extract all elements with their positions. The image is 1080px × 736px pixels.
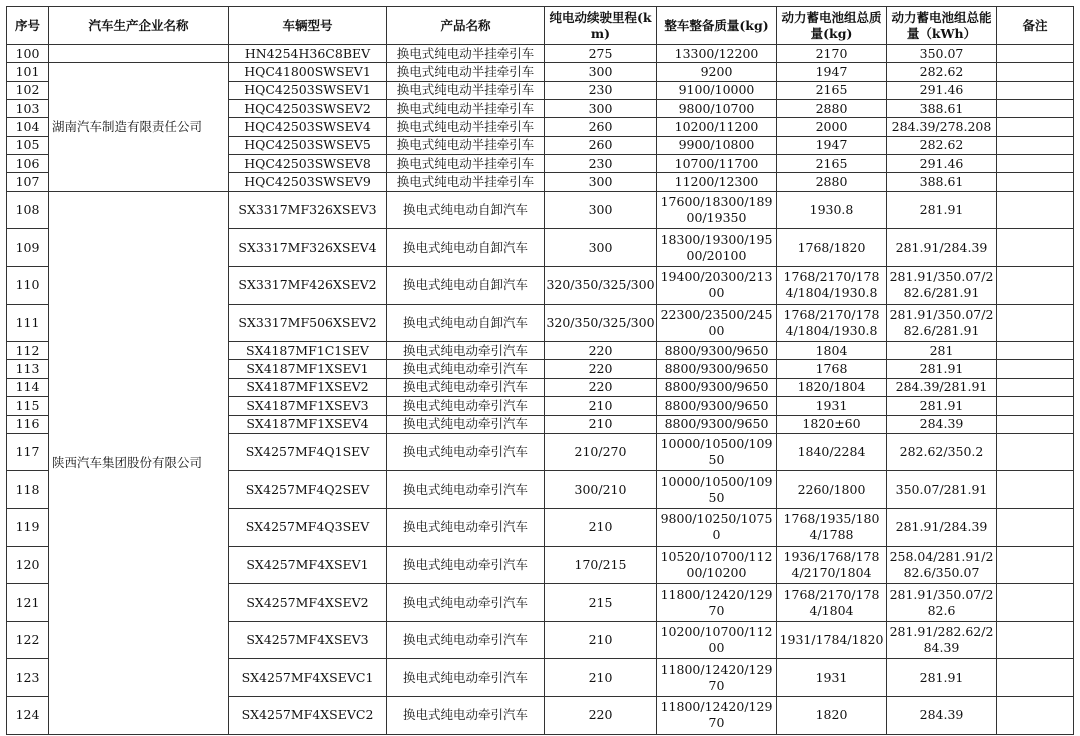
cell-remark — [997, 173, 1074, 191]
cell-battery-mass: 2170 — [777, 45, 887, 63]
cell-battery-energy: 281.91 — [887, 397, 997, 415]
cell-mass: 9800/10250/10750 — [657, 509, 777, 547]
cell-product: 换电式纯电动自卸汽车 — [387, 304, 545, 342]
cell-remark — [997, 136, 1074, 154]
cell-range: 260 — [545, 118, 657, 136]
header-range: 纯电动续驶里程(km) — [545, 7, 657, 45]
cell-mass: 11800/12420/12970 — [657, 697, 777, 735]
cell-battery-energy: 281.91/350.07/282.6/281.91 — [887, 266, 997, 304]
cell-range: 260 — [545, 136, 657, 154]
cell-seq: 112 — [7, 342, 49, 360]
cell-model: SX4257MF4Q3SEV — [229, 509, 387, 547]
cell-battery-mass: 1768/2170/1784/1804/1930.8 — [777, 266, 887, 304]
cell-battery-energy: 284.39 — [887, 415, 997, 433]
cell-remark — [997, 266, 1074, 304]
cell-range: 300 — [545, 100, 657, 118]
cell-battery-energy: 350.07/281.91 — [887, 471, 997, 509]
cell-seq: 114 — [7, 378, 49, 396]
cell-mass: 10520/10700/11200/10200 — [657, 546, 777, 584]
cell-product: 换电式纯电动牵引汽车 — [387, 584, 545, 622]
cell-product: 换电式纯电动牵引汽车 — [387, 509, 545, 547]
cell-seq: 122 — [7, 621, 49, 659]
cell-range: 300 — [545, 173, 657, 191]
cell-remark — [997, 304, 1074, 342]
cell-model: HQC42503SWSEV1 — [229, 81, 387, 99]
cell-seq: 117 — [7, 433, 49, 471]
cell-battery-mass: 1768/2170/1784/1804/1930.8 — [777, 304, 887, 342]
cell-remark — [997, 378, 1074, 396]
cell-product: 换电式纯电动半挂牵引车 — [387, 63, 545, 81]
cell-battery-energy: 281.91/350.07/282.6/281.91 — [887, 304, 997, 342]
cell-range: 320/350/325/300 — [545, 266, 657, 304]
cell-battery-mass: 2880 — [777, 100, 887, 118]
cell-remark — [997, 63, 1074, 81]
cell-battery-energy: 281.91/350.07/282.6 — [887, 584, 997, 622]
cell-product: 换电式纯电动自卸汽车 — [387, 266, 545, 304]
cell-remark — [997, 621, 1074, 659]
cell-battery-mass: 2880 — [777, 173, 887, 191]
cell-mass: 9900/10800 — [657, 136, 777, 154]
cell-remark — [997, 546, 1074, 584]
cell-model: HN4254H36C8BEV — [229, 45, 387, 63]
cell-battery-mass: 1947 — [777, 136, 887, 154]
cell-model: SX4257MF4XSEVC1 — [229, 659, 387, 697]
cell-mass: 13300/12200 — [657, 45, 777, 63]
cell-model: SX4187MF1XSEV4 — [229, 415, 387, 433]
cell-mass: 8800/9300/9650 — [657, 360, 777, 378]
cell-remark — [997, 229, 1074, 267]
cell-mass: 9800/10700 — [657, 100, 777, 118]
cell-product: 换电式纯电动牵引汽车 — [387, 621, 545, 659]
cell-product: 换电式纯电动牵引汽车 — [387, 433, 545, 471]
cell-mass: 11200/12300 — [657, 173, 777, 191]
cell-product: 换电式纯电动牵引汽车 — [387, 397, 545, 415]
header-company: 汽车生产企业名称 — [49, 7, 229, 45]
cell-battery-energy: 282.62/350.2 — [887, 433, 997, 471]
cell-model: SX4257MF4XSEVC2 — [229, 697, 387, 735]
header-model: 车辆型号 — [229, 7, 387, 45]
cell-seq: 118 — [7, 471, 49, 509]
cell-battery-energy: 291.46 — [887, 81, 997, 99]
cell-company: 湖南汽车制造有限责任公司 — [49, 63, 229, 191]
cell-product: 换电式纯电动牵引汽车 — [387, 360, 545, 378]
cell-remark — [997, 584, 1074, 622]
cell-product: 换电式纯电动牵引汽车 — [387, 697, 545, 735]
cell-product: 换电式纯电动自卸汽车 — [387, 191, 545, 229]
cell-seq: 106 — [7, 155, 49, 173]
cell-battery-mass: 1768/1935/1804/1788 — [777, 509, 887, 547]
cell-battery-energy: 281.91 — [887, 191, 997, 229]
cell-battery-mass: 2165 — [777, 81, 887, 99]
cell-seq: 101 — [7, 63, 49, 81]
cell-seq: 124 — [7, 697, 49, 735]
cell-product: 换电式纯电动半挂牵引车 — [387, 100, 545, 118]
cell-product: 换电式纯电动牵引汽车 — [387, 659, 545, 697]
cell-range: 210/270 — [545, 433, 657, 471]
cell-remark — [997, 659, 1074, 697]
cell-range: 210 — [545, 415, 657, 433]
cell-battery-mass: 1768/1820 — [777, 229, 887, 267]
cell-mass: 10700/11700 — [657, 155, 777, 173]
header-remark: 备注 — [997, 7, 1074, 45]
header-battery-mass: 动力蓄电池组总质量(kg) — [777, 7, 887, 45]
cell-battery-mass: 1936/1768/1784/2170/1804 — [777, 546, 887, 584]
cell-battery-mass: 1931/1784/1820 — [777, 621, 887, 659]
cell-product: 换电式纯电动半挂牵引车 — [387, 155, 545, 173]
cell-remark — [997, 433, 1074, 471]
cell-product: 换电式纯电动牵引汽车 — [387, 378, 545, 396]
cell-model: SX4257MF4XSEV1 — [229, 546, 387, 584]
cell-seq: 115 — [7, 397, 49, 415]
cell-product: 换电式纯电动半挂牵引车 — [387, 173, 545, 191]
cell-model: SX3317MF426XSEV2 — [229, 266, 387, 304]
cell-mass: 18300/19300/19500/20100 — [657, 229, 777, 267]
table-row — [7, 63, 1074, 81]
cell-battery-energy: 388.61 — [887, 173, 997, 191]
cell-company: 陕西汽车集团股份有限公司 — [49, 191, 229, 734]
cell-battery-energy: 281.91 — [887, 659, 997, 697]
cell-model: SX3317MF326XSEV4 — [229, 229, 387, 267]
cell-range: 220 — [545, 360, 657, 378]
cell-model: HQC42503SWSEV9 — [229, 173, 387, 191]
cell-remark — [997, 471, 1074, 509]
cell-range: 320/350/325/300 — [545, 304, 657, 342]
cell-mass: 8800/9300/9650 — [657, 415, 777, 433]
cell-range: 220 — [545, 342, 657, 360]
cell-battery-energy: 388.61 — [887, 100, 997, 118]
cell-battery-energy: 282.62 — [887, 63, 997, 81]
cell-battery-mass: 1930.8 — [777, 191, 887, 229]
cell-seq: 109 — [7, 229, 49, 267]
cell-battery-energy: 284.39/281.91 — [887, 378, 997, 396]
cell-seq: 103 — [7, 100, 49, 118]
header-battery-energy: 动力蓄电池组总能量（kWh） — [887, 7, 997, 45]
cell-range: 300 — [545, 229, 657, 267]
cell-range: 220 — [545, 378, 657, 396]
cell-range: 300 — [545, 191, 657, 229]
cell-battery-energy: 281 — [887, 342, 997, 360]
cell-product: 换电式纯电动牵引汽车 — [387, 546, 545, 584]
cell-mass: 10200/11200 — [657, 118, 777, 136]
cell-model: HQC41800SWSEV1 — [229, 63, 387, 81]
cell-mass: 8800/9300/9650 — [657, 378, 777, 396]
cell-seq: 105 — [7, 136, 49, 154]
cell-range: 230 — [545, 81, 657, 99]
cell-model: SX4257MF4Q1SEV — [229, 433, 387, 471]
cell-battery-energy: 284.39/278.208 — [887, 118, 997, 136]
cell-product: 换电式纯电动牵引汽车 — [387, 471, 545, 509]
cell-battery-energy: 282.62 — [887, 136, 997, 154]
cell-model: SX4187MF1C1SEV — [229, 342, 387, 360]
cell-battery-mass: 2260/1800 — [777, 471, 887, 509]
cell-remark — [997, 509, 1074, 547]
cell-product: 换电式纯电动牵引汽车 — [387, 342, 545, 360]
cell-range: 300/210 — [545, 471, 657, 509]
cell-product: 换电式纯电动半挂牵引车 — [387, 136, 545, 154]
cell-product: 换电式纯电动半挂牵引车 — [387, 45, 545, 63]
cell-range: 170/215 — [545, 546, 657, 584]
cell-mass: 10000/10500/10950 — [657, 471, 777, 509]
header-product: 产品名称 — [387, 7, 545, 45]
header-seq: 序号 — [7, 7, 49, 45]
cell-remark — [997, 397, 1074, 415]
cell-remark — [997, 360, 1074, 378]
cell-seq: 107 — [7, 173, 49, 191]
cell-range: 210 — [545, 397, 657, 415]
table-row — [7, 45, 1074, 63]
header-mass: 整车整备质量(kg) — [657, 7, 777, 45]
cell-mass: 10200/10700/11200 — [657, 621, 777, 659]
cell-seq: 110 — [7, 266, 49, 304]
cell-mass: 10000/10500/10950 — [657, 433, 777, 471]
cell-product: 换电式纯电动自卸汽车 — [387, 229, 545, 267]
cell-company — [49, 45, 229, 63]
cell-battery-mass: 1768/2170/1784/1804 — [777, 584, 887, 622]
cell-model: HQC42503SWSEV8 — [229, 155, 387, 173]
cell-remark — [997, 697, 1074, 735]
cell-battery-mass: 1840/2284 — [777, 433, 887, 471]
cell-battery-energy: 291.46 — [887, 155, 997, 173]
cell-model: SX3317MF506XSEV2 — [229, 304, 387, 342]
cell-product: 换电式纯电动半挂牵引车 — [387, 118, 545, 136]
cell-seq: 104 — [7, 118, 49, 136]
cell-remark — [997, 415, 1074, 433]
cell-product: 换电式纯电动牵引汽车 — [387, 415, 545, 433]
table-header-row — [7, 7, 1074, 45]
cell-seq: 100 — [7, 45, 49, 63]
cell-battery-mass: 1947 — [777, 63, 887, 81]
cell-seq: 120 — [7, 546, 49, 584]
cell-remark — [997, 100, 1074, 118]
cell-range: 210 — [545, 621, 657, 659]
cell-model: SX4257MF4XSEV2 — [229, 584, 387, 622]
cell-battery-energy: 281.91 — [887, 360, 997, 378]
cell-remark — [997, 45, 1074, 63]
cell-battery-mass: 1931 — [777, 659, 887, 697]
cell-mass: 17600/18300/18900/19350 — [657, 191, 777, 229]
cell-range: 210 — [545, 509, 657, 547]
cell-model: SX3317MF326XSEV3 — [229, 191, 387, 229]
cell-seq: 108 — [7, 191, 49, 229]
cell-model: HQC42503SWSEV5 — [229, 136, 387, 154]
cell-mass: 11800/12420/12970 — [657, 659, 777, 697]
cell-seq: 123 — [7, 659, 49, 697]
cell-model: SX4187MF1XSEV3 — [229, 397, 387, 415]
cell-remark — [997, 342, 1074, 360]
cell-battery-mass: 1931 — [777, 397, 887, 415]
cell-mass: 9100/10000 — [657, 81, 777, 99]
cell-remark — [997, 81, 1074, 99]
cell-battery-mass: 1804 — [777, 342, 887, 360]
table-row — [7, 191, 1074, 229]
cell-model: SX4257MF4Q2SEV — [229, 471, 387, 509]
cell-seq: 119 — [7, 509, 49, 547]
cell-mass: 22300/23500/24500 — [657, 304, 777, 342]
cell-range: 275 — [545, 45, 657, 63]
cell-mass: 11800/12420/12970 — [657, 584, 777, 622]
cell-seq: 116 — [7, 415, 49, 433]
cell-seq: 102 — [7, 81, 49, 99]
cell-battery-mass: 1820/1804 — [777, 378, 887, 396]
cell-seq: 111 — [7, 304, 49, 342]
cell-model: SX4187MF1XSEV1 — [229, 360, 387, 378]
cell-mass: 9200 — [657, 63, 777, 81]
cell-battery-energy: 284.39 — [887, 697, 997, 735]
cell-range: 215 — [545, 584, 657, 622]
cell-model: HQC42503SWSEV2 — [229, 100, 387, 118]
cell-battery-energy: 281.91/284.39 — [887, 229, 997, 267]
cell-mass: 8800/9300/9650 — [657, 342, 777, 360]
cell-model: SX4187MF1XSEV2 — [229, 378, 387, 396]
cell-battery-mass: 1768 — [777, 360, 887, 378]
cell-remark — [997, 191, 1074, 229]
cell-battery-energy: 258.04/281.91/282.6/350.07 — [887, 546, 997, 584]
vehicle-catalog-table — [6, 6, 1074, 735]
cell-remark — [997, 155, 1074, 173]
cell-battery-energy: 281.91/284.39 — [887, 509, 997, 547]
cell-product: 换电式纯电动半挂牵引车 — [387, 81, 545, 99]
cell-range: 210 — [545, 659, 657, 697]
cell-range: 230 — [545, 155, 657, 173]
cell-seq: 121 — [7, 584, 49, 622]
cell-model: SX4257MF4XSEV3 — [229, 621, 387, 659]
cell-battery-mass: 1820 — [777, 697, 887, 735]
cell-battery-energy: 281.91/282.62/284.39 — [887, 621, 997, 659]
cell-mass: 19400/20300/21300 — [657, 266, 777, 304]
cell-model: HQC42503SWSEV4 — [229, 118, 387, 136]
cell-mass: 8800/9300/9650 — [657, 397, 777, 415]
cell-battery-mass: 2165 — [777, 155, 887, 173]
cell-battery-mass: 2000 — [777, 118, 887, 136]
cell-range: 300 — [545, 63, 657, 81]
cell-battery-energy: 350.07 — [887, 45, 997, 63]
cell-remark — [997, 118, 1074, 136]
cell-range: 220 — [545, 697, 657, 735]
cell-seq: 113 — [7, 360, 49, 378]
cell-battery-mass: 1820±60 — [777, 415, 887, 433]
